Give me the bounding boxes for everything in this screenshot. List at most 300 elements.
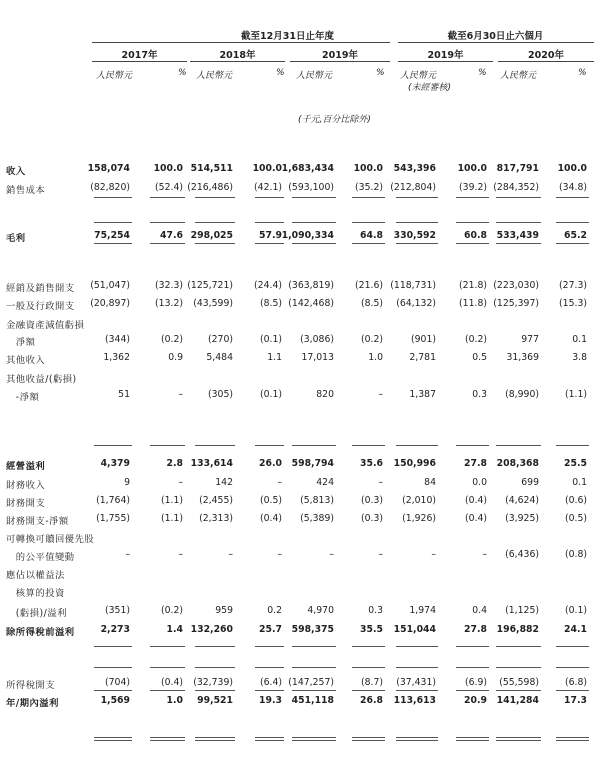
rule-line [292, 243, 336, 244]
rule-line [195, 445, 235, 446]
rule-line [292, 197, 336, 198]
rule-line [195, 197, 235, 198]
percent-cell: 35.6 [360, 458, 383, 469]
percent-cell: (0.4) [464, 513, 487, 524]
percent-cell: (0.3) [360, 513, 383, 524]
percent-cell: 3.8 [572, 352, 587, 363]
rule-line [496, 197, 541, 198]
amount-cell: 298,025 [190, 230, 233, 241]
table-row [0, 230, 600, 244]
percent-cell: 0.9 [168, 352, 183, 363]
amount-cell: 424 [316, 477, 334, 488]
rule-line [496, 667, 541, 668]
table-row [0, 182, 600, 196]
percent-label: % [376, 68, 385, 78]
percent-cell: 1.4 [166, 624, 183, 635]
row-label: -淨額 [6, 392, 40, 403]
amount-cell: 84 [424, 477, 436, 488]
row-label: 的公平值變動 [6, 552, 75, 563]
amount-cell: 158,074 [87, 163, 130, 174]
amount-cell: (1,755) [96, 513, 130, 524]
amount-cell: 330,592 [393, 230, 436, 241]
percent-cell: 0.5 [472, 352, 487, 363]
amount-cell: 699 [521, 477, 539, 488]
row-label: 所得稅開支 [6, 680, 55, 691]
percent-cell: 65.2 [564, 230, 587, 241]
percent-cell: 100.0 [457, 163, 487, 174]
rule-line [556, 222, 589, 223]
percent-cell: (0.2) [360, 334, 383, 345]
rule-line [255, 740, 284, 741]
amount-cell: (2,455) [199, 495, 233, 506]
rule-line [150, 197, 185, 198]
rule-line [556, 445, 589, 446]
amount-cell: 5,484 [206, 352, 233, 363]
row-label: 其他收益/(虧損) [6, 374, 77, 385]
rule-line [195, 667, 235, 668]
percent-cell: 0.3 [368, 605, 383, 616]
percent-cell: 0.3 [472, 389, 487, 400]
amount-cell: 196,882 [496, 624, 539, 635]
rule-line [556, 737, 589, 738]
percent-cell: (8.5) [360, 298, 383, 309]
table-row [0, 624, 600, 638]
percent-cell: – [178, 549, 183, 560]
amount-cell: 1,683,434 [281, 163, 334, 174]
rule-line [352, 243, 385, 244]
percent-cell: – [277, 549, 282, 560]
percent-cell: (6.8) [564, 677, 587, 688]
amount-cell: (270) [208, 334, 233, 345]
table-row [0, 163, 600, 177]
rule-line [292, 737, 336, 738]
year-rule [498, 61, 594, 62]
amount-cell: 4,379 [100, 458, 130, 469]
rule-line [255, 667, 284, 668]
rule-line [292, 667, 336, 668]
amount-cell: (4,624) [505, 495, 539, 506]
amount-cell: (147,257) [288, 677, 334, 688]
percent-cell: (8.7) [360, 677, 383, 688]
percent-label: % [276, 68, 285, 78]
amount-cell: (142,468) [288, 298, 334, 309]
rule-line [150, 737, 185, 738]
row-label: 財務開支 [6, 498, 46, 509]
amount-cell: 9 [124, 477, 130, 488]
amount-cell: (901) [411, 334, 436, 345]
rule-line [556, 667, 589, 668]
row-label: 經銷及銷售開支 [6, 283, 75, 294]
percent-cell: (0.3) [360, 495, 383, 506]
rule-line [150, 646, 185, 647]
rule-line [195, 646, 235, 647]
percent-cell: (39.2) [459, 182, 487, 193]
percent-cell: 0.1 [572, 334, 587, 345]
percent-cell: 100.0 [252, 163, 282, 174]
percent-cell: (32.3) [155, 280, 183, 291]
header-rule [92, 42, 390, 43]
percent-cell: (15.3) [559, 298, 587, 309]
row-label: (虧損)/溢利 [6, 608, 67, 619]
rule-line [352, 740, 385, 741]
rule-line [396, 197, 438, 198]
amount-cell: 820 [316, 389, 334, 400]
period-header-half-year: 截至6月30日止六個月 [447, 31, 544, 42]
amount-cell: (37,431) [396, 677, 436, 688]
rule-line [496, 740, 541, 741]
amount-cell: 4,970 [307, 605, 334, 616]
percent-cell: – [378, 549, 383, 560]
amount-cell: – [431, 549, 436, 560]
percent-cell: 1.0 [368, 352, 383, 363]
percent-cell: (52.4) [155, 182, 183, 193]
table-row [0, 513, 600, 527]
year-rule [398, 61, 493, 62]
table-row [0, 495, 600, 509]
table-row [0, 458, 600, 472]
amount-cell: (344) [105, 334, 130, 345]
percent-cell: (42.1) [254, 182, 282, 193]
percent-cell: (6.4) [259, 677, 282, 688]
percent-cell: (8.5) [259, 298, 282, 309]
amount-cell: (1,764) [96, 495, 130, 506]
rule-line [456, 197, 489, 198]
rule-line [195, 690, 235, 691]
percent-cell: 25.7 [259, 624, 282, 635]
table-row [0, 280, 600, 294]
percent-cell: (21.6) [355, 280, 383, 291]
amount-cell: 1,090,334 [281, 230, 334, 241]
table-row [0, 317, 600, 331]
amount-cell: (64,132) [396, 298, 436, 309]
year-rule [290, 61, 390, 62]
rule-line [94, 667, 132, 668]
rule-line [396, 737, 438, 738]
percent-cell: 0.0 [472, 477, 487, 488]
amount-cell: (20,897) [90, 298, 130, 309]
amount-cell: – [228, 549, 233, 560]
amount-cell: 31,369 [506, 352, 539, 363]
percent-cell: 47.6 [160, 230, 183, 241]
amount-cell: 1,569 [100, 695, 130, 706]
year-rule [190, 61, 285, 62]
table-row [0, 677, 600, 691]
table-row [0, 477, 600, 491]
percent-cell: – [378, 477, 383, 488]
year-header-2019: 2019年 [322, 50, 358, 61]
amount-cell: (3,086) [300, 334, 334, 345]
amount-cell: (2,313) [199, 513, 233, 524]
amount-cell: 543,396 [393, 163, 436, 174]
amount-cell: (351) [105, 605, 130, 616]
percent-cell: (0.5) [259, 495, 282, 506]
rule-line [94, 243, 132, 244]
row-label: 可轉換可贖回優先股 [6, 534, 95, 545]
rule-line [352, 737, 385, 738]
rule-line [195, 737, 235, 738]
row-label: 毛利 [6, 233, 26, 244]
rule-line [292, 690, 336, 691]
row-label: 一般及行政開支 [6, 301, 75, 312]
rule-line [456, 667, 489, 668]
table-row [0, 334, 600, 348]
amount-cell: (5,389) [300, 513, 334, 524]
percent-cell: – [178, 389, 183, 400]
rule-line [255, 690, 284, 691]
percent-cell: – [277, 477, 282, 488]
row-label: 收入 [6, 166, 26, 177]
amount-cell: 451,118 [291, 695, 334, 706]
percent-cell: (0.8) [564, 549, 587, 560]
rule-line [396, 667, 438, 668]
amount-cell: 132,260 [190, 624, 233, 635]
amount-cell: – [329, 549, 334, 560]
amount-cell: (32,739) [193, 677, 233, 688]
row-label: 金融資產減值虧損 [6, 320, 85, 331]
amount-cell: (1,926) [402, 513, 436, 524]
amount-cell: 150,996 [393, 458, 436, 469]
amount-cell: 959 [215, 605, 233, 616]
amount-cell: (704) [105, 677, 130, 688]
table-row [0, 567, 600, 581]
percent-label: % [578, 68, 587, 78]
amount-cell: 151,044 [393, 624, 436, 635]
percent-cell: 20.9 [464, 695, 487, 706]
rule-line [456, 222, 489, 223]
rule-line [556, 243, 589, 244]
amount-cell: (305) [208, 389, 233, 400]
rule-line [396, 740, 438, 741]
amount-cell: 598,794 [291, 458, 334, 469]
rule-line [94, 222, 132, 223]
rule-line [456, 737, 489, 738]
rule-line [150, 445, 185, 446]
rule-line [396, 243, 438, 244]
amount-cell: (2,010) [402, 495, 436, 506]
rule-line [456, 646, 489, 647]
amount-cell: (125,397) [493, 298, 539, 309]
percent-cell: (0.4) [464, 495, 487, 506]
percent-cell: 0.4 [472, 605, 487, 616]
percent-cell: (0.2) [464, 334, 487, 345]
rule-line [496, 243, 541, 244]
rule-line [556, 197, 589, 198]
amount-cell: 17,013 [301, 352, 334, 363]
rule-line [94, 740, 132, 741]
percent-cell: 57.9 [259, 230, 282, 241]
amount-cell: (8,990) [505, 389, 539, 400]
amount-cell: 2,781 [409, 352, 436, 363]
percent-label: % [178, 68, 187, 78]
percent-cell: (34.8) [559, 182, 587, 193]
rule-line [255, 445, 284, 446]
percent-cell: – [178, 477, 183, 488]
percent-cell: (1.1) [160, 513, 183, 524]
rule-line [556, 740, 589, 741]
row-label: 財務收入 [6, 480, 46, 491]
amount-cell: 817,791 [496, 163, 539, 174]
percent-cell: 60.8 [464, 230, 487, 241]
amount-cell: 208,368 [496, 458, 539, 469]
table-row [0, 605, 600, 619]
amount-cell: 51 [118, 389, 130, 400]
rule-line [456, 690, 489, 691]
percent-cell: – [378, 389, 383, 400]
unit-note: (千元,百分比除外) [298, 115, 371, 125]
rule-line [396, 222, 438, 223]
percent-cell: (11.8) [459, 298, 487, 309]
percent-cell: 2.8 [166, 458, 183, 469]
amount-cell: 141,284 [496, 695, 539, 706]
percent-cell: (0.2) [160, 605, 183, 616]
rule-line [94, 197, 132, 198]
rule-line [496, 445, 541, 446]
rule-line [150, 222, 185, 223]
amount-cell: 142 [215, 477, 233, 488]
row-label: 其他收入 [6, 355, 46, 366]
amount-cell: (43,599) [193, 298, 233, 309]
amount-cell: (284,352) [493, 182, 539, 193]
currency-label: 人民幣元 [196, 71, 233, 81]
percent-cell: (35.2) [355, 182, 383, 193]
rule-line [396, 445, 438, 446]
rule-line [150, 667, 185, 668]
rule-line [352, 646, 385, 647]
percent-cell: 0.1 [572, 477, 587, 488]
row-label: 應佔以權益法 [6, 570, 65, 581]
table-row [0, 531, 600, 545]
amount-cell: – [125, 549, 130, 560]
percent-cell: – [482, 549, 487, 560]
rule-line [556, 690, 589, 691]
table-row [0, 695, 600, 709]
amount-cell: 133,614 [190, 458, 233, 469]
rule-line [352, 197, 385, 198]
amount-cell: (51,047) [90, 280, 130, 291]
percent-cell: (24.4) [254, 280, 282, 291]
table-row [0, 371, 600, 385]
table-row [0, 352, 600, 366]
percent-cell: (0.6) [564, 495, 587, 506]
year-header-2018: 2018年 [219, 50, 256, 61]
percent-label: % [478, 68, 487, 78]
rule-line [94, 690, 132, 691]
rule-line [255, 646, 284, 647]
amount-cell: 2,273 [100, 624, 130, 635]
percent-cell: (0.1) [259, 389, 282, 400]
percent-cell: (0.1) [564, 605, 587, 616]
amount-cell: (593,100) [288, 182, 334, 193]
amount-cell: 598,375 [291, 624, 334, 635]
rule-line [150, 690, 185, 691]
percent-cell: (13.2) [155, 298, 183, 309]
amount-cell: (82,820) [90, 182, 130, 193]
table-row [0, 549, 600, 563]
percent-cell: 24.1 [564, 624, 587, 635]
amount-cell: 1,387 [409, 389, 436, 400]
percent-cell: 35.5 [360, 624, 383, 635]
amount-cell: (1,125) [505, 605, 539, 616]
rule-line [255, 222, 284, 223]
unaudited-note: (未經審核) [408, 83, 452, 93]
percent-cell: 100.0 [557, 163, 587, 174]
rule-line [352, 222, 385, 223]
amount-cell: 977 [521, 334, 539, 345]
percent-cell: (1.1) [160, 495, 183, 506]
rule-line [255, 197, 284, 198]
currency-label: 人民幣元 [500, 71, 537, 81]
rule-line [496, 737, 541, 738]
rule-line [456, 740, 489, 741]
rule-line [150, 740, 185, 741]
period-header-annual: 截至12月31日止年度 [241, 31, 334, 42]
year-header-2019-h1: 2019年 [427, 50, 464, 61]
rule-line [292, 445, 336, 446]
rule-line [94, 737, 132, 738]
amount-cell: (223,030) [493, 280, 539, 291]
row-label: 除所得稅前溢利 [6, 627, 75, 638]
amount-cell: (212,804) [390, 182, 436, 193]
percent-cell: 100.0 [153, 163, 183, 174]
rule-line [556, 646, 589, 647]
amount-cell: (125,721) [187, 280, 233, 291]
rule-line [292, 740, 336, 741]
percent-cell: 25.5 [564, 458, 587, 469]
percent-cell: 19.3 [259, 695, 282, 706]
percent-cell: 64.8 [360, 230, 383, 241]
rule-line [352, 445, 385, 446]
rule-line [292, 222, 336, 223]
amount-cell: 1,362 [103, 352, 130, 363]
rule-line [195, 740, 235, 741]
percent-cell: (1.1) [564, 389, 587, 400]
percent-cell: (0.1) [259, 334, 282, 345]
rule-line [456, 243, 489, 244]
rule-line [352, 667, 385, 668]
rule-line [396, 646, 438, 647]
rule-line [94, 646, 132, 647]
percent-cell: (0.4) [259, 513, 282, 524]
rule-line [496, 222, 541, 223]
amount-cell: (55,598) [499, 677, 539, 688]
year-rule [92, 61, 187, 62]
table-row [0, 389, 600, 403]
percent-cell: (6.9) [464, 677, 487, 688]
amount-cell: 533,439 [496, 230, 539, 241]
percent-cell: (0.5) [564, 513, 587, 524]
percent-cell: 27.8 [464, 624, 487, 635]
year-header-2020-h1: 2020年 [528, 50, 564, 61]
header-rule [398, 42, 594, 43]
row-label: 淨額 [6, 337, 36, 348]
percent-cell: (0.2) [160, 334, 183, 345]
amount-cell: (118,731) [390, 280, 436, 291]
currency-label: 人民幣元 [400, 71, 437, 81]
percent-cell: 27.8 [464, 458, 487, 469]
percent-cell: (21.8) [459, 280, 487, 291]
row-label: 年/期內溢利 [6, 698, 59, 709]
percent-cell: 26.0 [259, 458, 282, 469]
row-label: 銷售成本 [6, 185, 46, 196]
percent-cell: 17.3 [564, 695, 587, 706]
percent-cell: 100.0 [353, 163, 383, 174]
amount-cell: 113,613 [393, 695, 436, 706]
amount-cell: 1,974 [409, 605, 436, 616]
row-label: 核算的投資 [6, 588, 65, 599]
currency-label: 人民幣元 [96, 71, 133, 81]
percent-cell: 0.2 [267, 605, 282, 616]
rule-line [195, 243, 235, 244]
